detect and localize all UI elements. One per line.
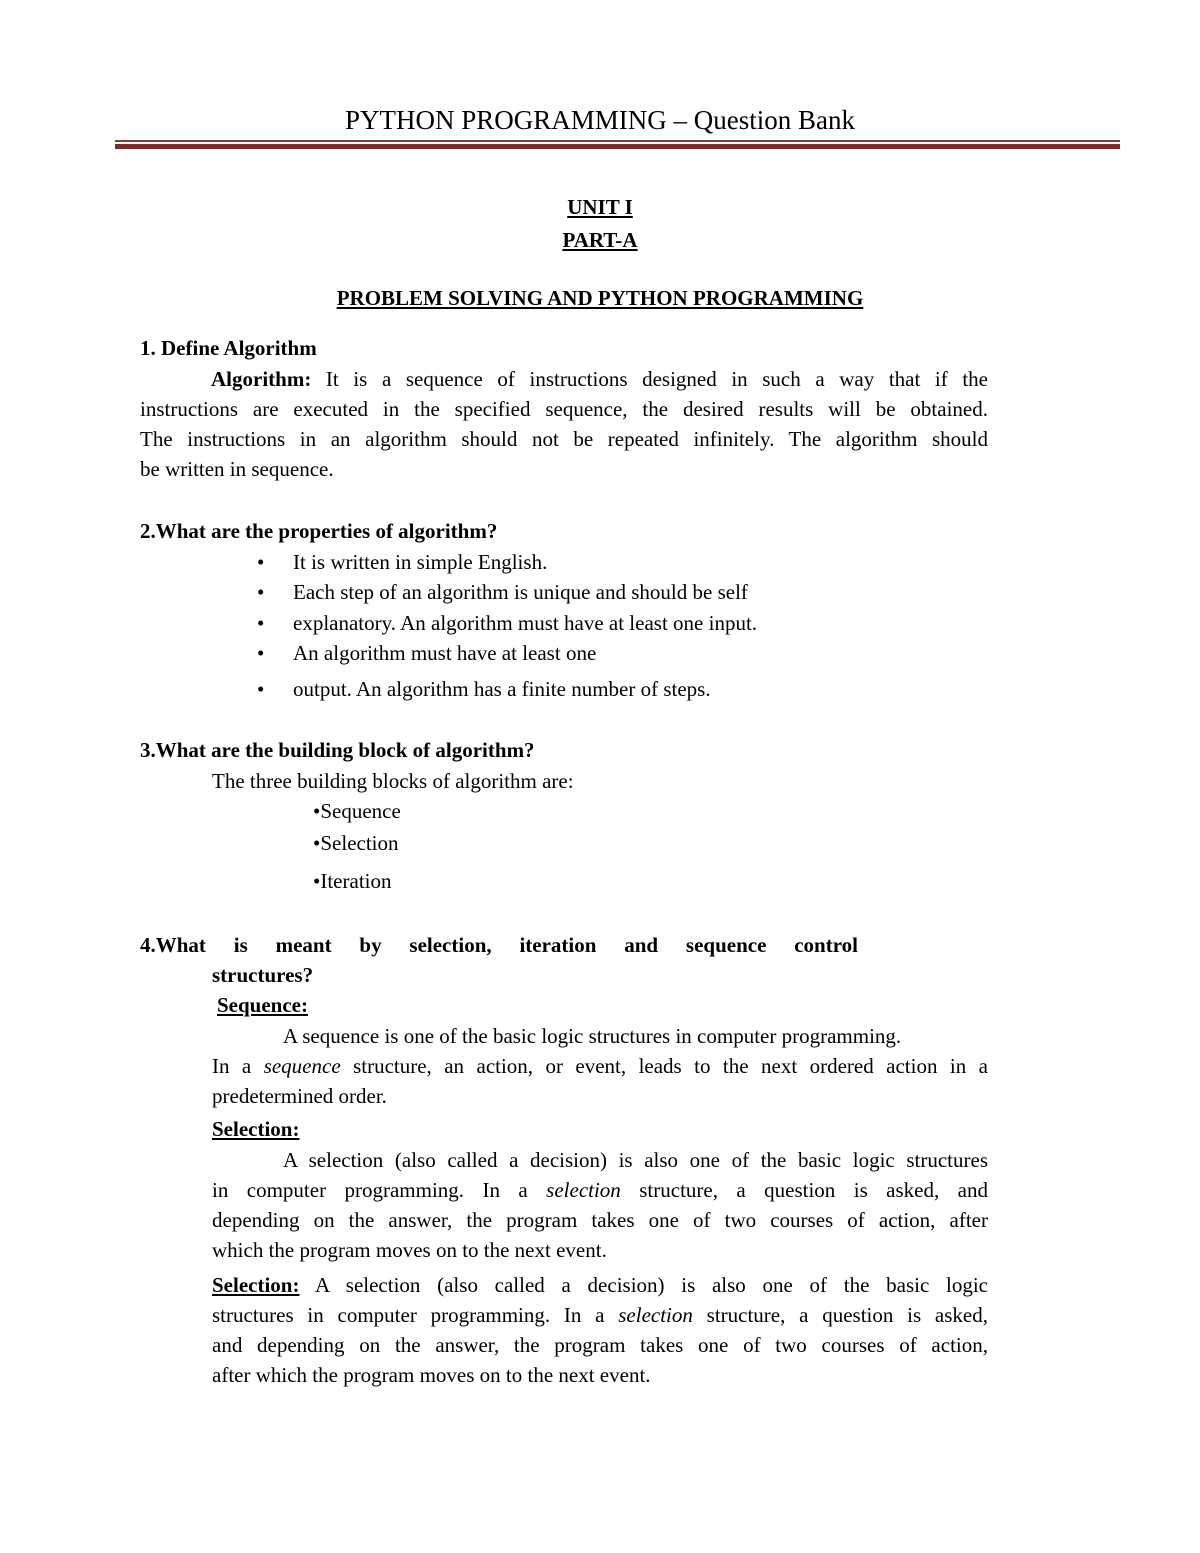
bullet-icon: •: [257, 550, 265, 574]
list-item: •Iteration: [313, 869, 392, 893]
list-item: • explanatory. An algorithm must have at least one input.: [257, 608, 757, 638]
list-item: •Selection: [313, 831, 399, 855]
question-3-title: 3.What are the building block of algorithm?: [140, 738, 535, 762]
question-3-intro: The three building blocks of algorithm are:: [212, 769, 574, 793]
question-4-title-line-2: structures?: [212, 963, 314, 987]
bullet-icon: •: [257, 611, 265, 635]
selection-heading-1: Selection:: [212, 1117, 300, 1141]
sel1-line-4: which the program moves on to the next event.: [212, 1238, 607, 1262]
seq-line-2: In a sequence structure, an action, or event, leads to the next ordered action in a: [212, 1054, 988, 1078]
bullet-icon: •: [257, 641, 265, 665]
q1-term: Algorithm:: [211, 367, 312, 391]
list-item: • output. An algorithm has a finite number of steps.: [257, 674, 711, 704]
header-divider-thin: [115, 140, 1120, 142]
sel1-line-1: A selection (also called a decision) is also one of the basic logic structures: [283, 1148, 988, 1172]
list-item: • It is written in simple English.: [257, 547, 547, 577]
list-item: • An algorithm must have at least one: [257, 638, 596, 668]
sel2-line-4: after which the program moves on to the next event.: [212, 1363, 651, 1387]
bullet-icon: •: [313, 799, 321, 823]
part-heading: PART-A: [562, 228, 638, 252]
list-item: •Sequence: [313, 799, 401, 823]
list-item: • Each step of an algorithm is unique and should be self: [257, 577, 748, 607]
sel1-line-2: in computer programming. In a selection structure, a question is asked, and: [212, 1178, 988, 1202]
header-divider-thick: [115, 144, 1120, 149]
sel2-line-1: Selection: A selection (also called a decision) is also one of the basic logic: [212, 1273, 988, 1297]
selection-paragraph-1: [212, 1145, 988, 1265]
question-2-title: 2.What are the properties of algorithm?: [140, 519, 498, 543]
sel1-line-3: depending on the answer, the program takes one of two courses of action, after: [212, 1208, 988, 1232]
q1-line-2: instructions are executed in the specified sequence, the desired results will be obtained.: [140, 397, 988, 421]
selection-paragraph-2: [212, 1270, 988, 1390]
question-4-title: 4.What is meant by selection, iteration and sequence control: [140, 933, 858, 957]
selection-heading-2: Selection:: [212, 1273, 300, 1297]
q1-line-4: be written in sequence.: [140, 457, 334, 481]
q1-line-1: Algorithm: It is a sequence of instructions designed in such a way that if the: [211, 367, 988, 391]
bullet-icon: •: [257, 677, 265, 701]
bullet-icon: •: [313, 869, 321, 893]
sel2-line-2: structures in computer programming. In a selection structure, a question is asked,: [212, 1303, 988, 1327]
q1-line-3: The instructions in an algorithm should not be repeated infinitely. The algorithm should: [140, 427, 988, 451]
question-1-title: 1. Define Algorithm: [140, 336, 317, 360]
question-1-answer: [140, 364, 988, 484]
sel2-line-3: and depending on the answer, the program takes one of two courses of action,: [212, 1333, 988, 1357]
sequence-heading: Sequence:: [217, 993, 308, 1017]
bullet-icon: •: [257, 580, 265, 604]
sequence-paragraph: [212, 1021, 988, 1111]
header-divider: [115, 140, 1120, 149]
bullet-icon: •: [313, 831, 321, 855]
unit-heading: UNIT I: [567, 195, 633, 219]
section-title: PROBLEM SOLVING AND PYTHON PROGRAMMING: [336, 286, 864, 310]
seq-line-3: predetermined order.: [212, 1084, 387, 1108]
page-header-title: PYTHON PROGRAMMING – Question Bank: [344, 105, 856, 135]
seq-line-1: A sequence is one of the basic logic structures in computer programming.: [283, 1024, 902, 1048]
